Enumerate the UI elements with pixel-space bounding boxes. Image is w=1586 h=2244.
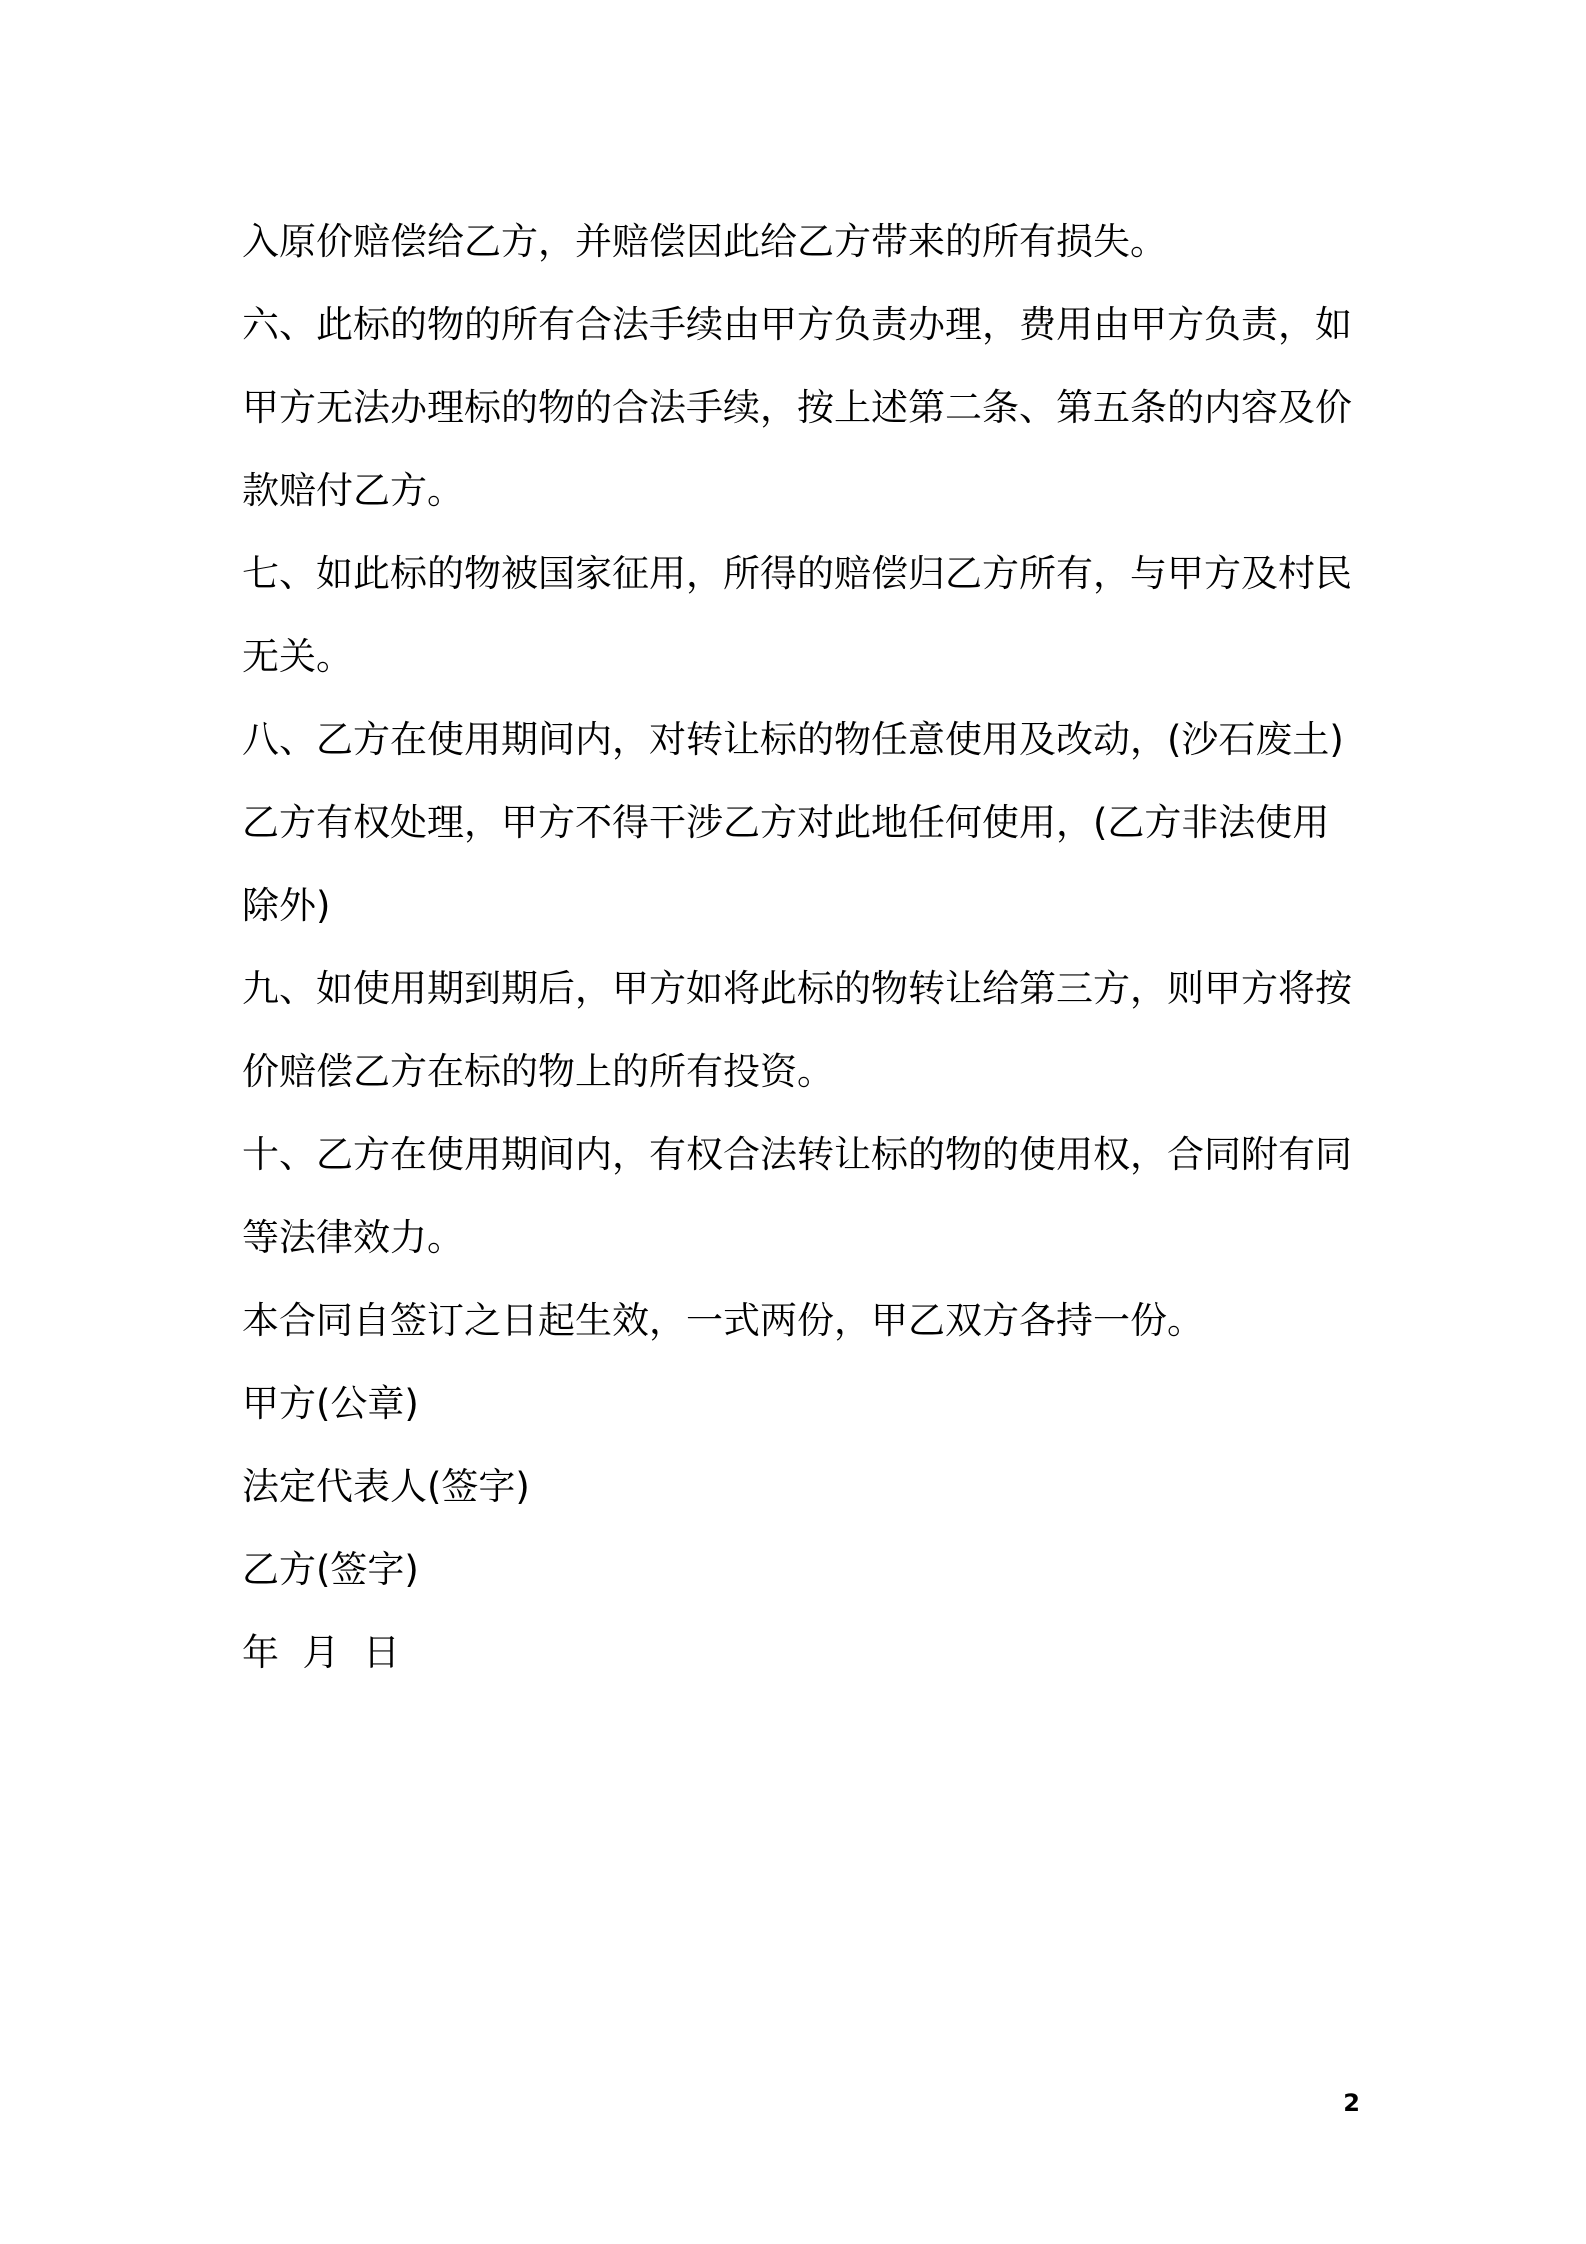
text-line: 入原价赔偿给乙方，并赔偿因此给乙方带来的所有损失。 — [242, 220, 1167, 263]
clause-seven-line-1: 七、如此标的物被国家征用，所得的赔偿归乙方所有，与甲方及村民 — [242, 552, 1352, 595]
clause-six-line-2: 甲方无法办理标的物的合法手续，按上述第二条、第五条的内容及价 — [242, 386, 1352, 429]
clause-seven-line-2: 无关。 — [242, 635, 353, 678]
party-b-signature: 乙方(签字) — [242, 1548, 419, 1591]
effective-clause: 本合同自签订之日起生效，一式两份，甲乙双方各持一份。 — [242, 1299, 1204, 1342]
document-body — [242, 200, 1362, 1694]
clause-eight-line-1: 八、乙方在使用期间内，对转让标的物任意使用及改动，(沙石废土) — [242, 718, 1344, 761]
clause-six-line-3: 款赔付乙方。 — [242, 469, 464, 512]
legal-representative-signature: 法定代表人(签字) — [242, 1465, 530, 1508]
page-number: 2 — [1343, 2089, 1360, 2117]
clause-nine-line-2: 价赔偿乙方在标的物上的所有投资。 — [242, 1050, 834, 1093]
clause-six-line-1: 六、此标的物的所有合法手续由甲方负责办理，费用由甲方负责，如 — [242, 303, 1352, 346]
clause-ten-line-1: 十、乙方在使用期间内，有权合法转让标的物的使用权，合同附有同 — [242, 1133, 1352, 1176]
clause-ten-line-2: 等法律效力。 — [242, 1216, 464, 1259]
clause-nine-line-1: 九、如使用期到期后，甲方如将此标的物转让给第三方，则甲方将按 — [242, 967, 1352, 1010]
clause-eight-line-3: 除外) — [242, 884, 331, 927]
party-a-seal: 甲方(公章) — [242, 1382, 419, 1425]
clause-eight-line-2: 乙方有权处理，甲方不得干涉乙方对此地任何使用，(乙方非法使用 — [242, 801, 1330, 844]
date-line: 年 月 日 — [242, 1631, 401, 1674]
